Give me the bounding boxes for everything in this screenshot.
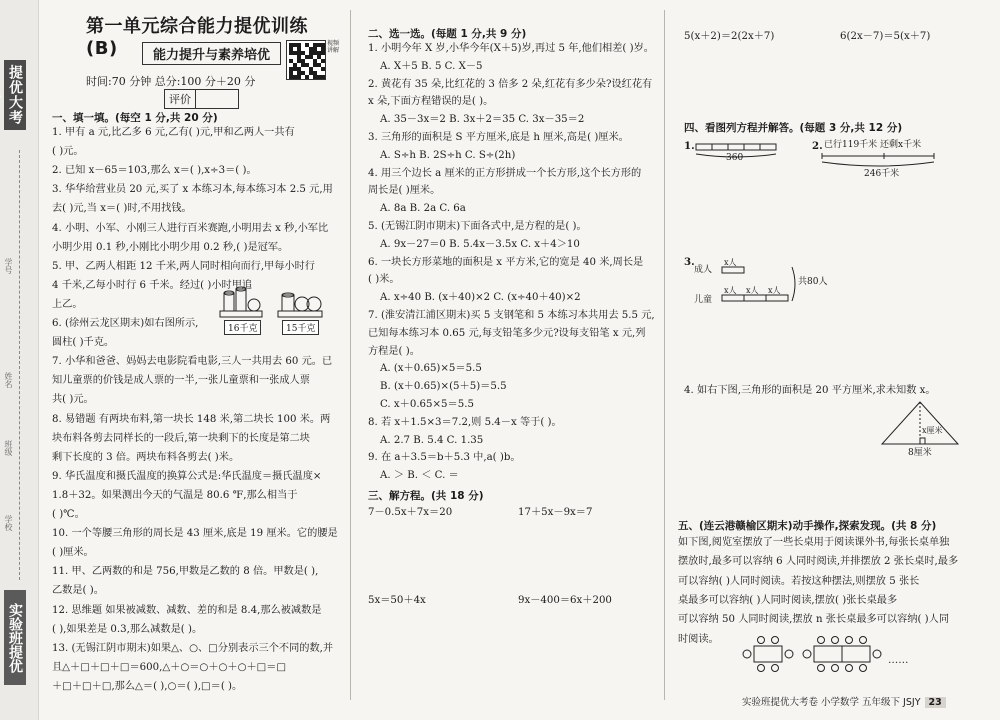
cut-line — [19, 150, 21, 580]
diagram-1-number: 1. — [684, 140, 695, 152]
question-line: C. x＋0.65×5＝5.5 — [380, 399, 474, 410]
section-5-title: 五、(连云港赣榆区期末)动手操作,探索发现。(共 8 分) — [678, 520, 937, 532]
spine-field-class: 班级 — [4, 440, 13, 456]
question-line: 4. 用三个边长 a 厘米的正方形拼成一个长方形,这个长方形的 — [368, 167, 642, 179]
section-2-title: 二、选一选。(每题 1 分,共 9 分) — [368, 28, 527, 40]
diagram-3-x-label: x人 — [746, 286, 759, 295]
triangle-height-label: x厘米 — [922, 426, 943, 435]
question-line: 4 千米,乙每小时行 6 千米。经过( )小时甲追 — [52, 279, 253, 291]
question-line: B. (x＋0.65)×(5＋5)＝5.5 — [380, 381, 507, 393]
column-divider — [664, 10, 665, 700]
question-line: 9. 在 a＋3.5＝b＋5.3 中,a( )b。 — [368, 452, 521, 464]
scale-label-2: 15千克 — [282, 320, 319, 335]
qr-module — [305, 75, 309, 79]
question-line: ( ),如果差是 0.3,那么减数是( )。 — [52, 623, 203, 635]
equation-4: 9x－400＝6x＋200 — [518, 595, 612, 606]
question-line: 8. 若 x＋1.5×3＝7.2,则 5.4－x 等于( )。 — [368, 416, 562, 428]
brand-logo: 提优大考 — [4, 60, 26, 130]
diagram-3-total: 共80人 — [798, 277, 828, 287]
question-line: 方程是( )。 — [368, 345, 420, 357]
page-title: 第一单元综合能力提优训练(B) — [86, 16, 308, 59]
section-1-title: 一、填一填。(每空 1 分,共 20 分) — [52, 112, 218, 124]
question-line: 6. 一块长方形菜地的面积是 x 平方米,它的宽是 40 米,周长是 — [368, 256, 644, 268]
continuation-ellipsis: …… — [888, 655, 909, 666]
spine-field-name: 姓名 — [4, 372, 13, 388]
question-line: A. 35－3x＝2 B. 3x＋2＝35 C. 3x－35＝2 — [380, 114, 585, 126]
question-line: 剩下长度的 3 倍。两块布料各剪去( )米。 — [52, 451, 240, 463]
equation-1: 7－0.5x＋7x＝20 — [368, 507, 453, 518]
brand-logo-bottom: 实验班提优 — [4, 590, 26, 685]
triangle-base-label: 8厘米 — [908, 448, 932, 458]
question-line: 乙数是( )。 — [52, 585, 104, 597]
question-line: 块布料各剪去同样长的一段后,第一块剩下的长度是第二块 — [52, 432, 310, 444]
cylinder-shape — [224, 293, 234, 311]
question-line: 2. 黄花有 35 朵,比红花的 3 倍多 2 朵,红花有多少朵?设红花有 — [368, 78, 653, 90]
question-line: 上乙。 — [52, 298, 83, 310]
question-4-4: 4. 如右下图,三角形的面积是 20 平方厘米,求未知数 x。 — [684, 385, 936, 396]
question-line: A. 8a B. 2a C. 6a — [380, 203, 466, 215]
question-line: ( )元。 — [52, 146, 84, 158]
question-line: A. 9x－27＝0 B. 5.4x－3.5x C. x＋4＞10 — [380, 238, 580, 250]
question-line: 7. (淮安清江浦区期末)买 5 支钢笔和 5 本练习本共用去 5.5 元, — [368, 310, 655, 321]
section-3-title: 三、解方程。(共 18 分) — [368, 490, 484, 502]
diagram-3-x-label: x人 — [724, 258, 737, 267]
question-line: 如下图,阅览室摆放了一些长桌用于阅读课外书,每张长桌单独 — [678, 537, 950, 548]
cylinder-shape — [236, 289, 246, 311]
question-line: A. ＞ B. ＜ C. ＝ — [380, 470, 459, 482]
qr-label: 视频讲解 — [327, 40, 340, 54]
equation-3: 5x＝50＋4x — [368, 595, 426, 606]
triangle-figure — [880, 400, 960, 450]
ball-shape — [248, 299, 260, 311]
table-shape — [754, 646, 782, 662]
question-line: 1. 小明今年 X 岁,小华今年(X＋5)岁,再过 5 年,他们相差( )岁。 — [368, 43, 654, 54]
question-line: 7. 小华和爸爸、妈妈去电影院看电影,三人一共用去 60 元。已 — [52, 356, 333, 368]
question-line: 去( )元,当 x＝( )时,不用找钱。 — [52, 203, 192, 215]
evaluation-box — [164, 89, 239, 109]
qr-module — [297, 75, 301, 79]
question-line: A. (x＋0.65)×5＝5.5 — [380, 363, 482, 375]
qr-module — [321, 67, 325, 71]
question-line: 已知每本练习本 0.65 元,每支铅笔多少元?设每支铅笔 x 元,列 — [368, 327, 646, 339]
question-line: 小明少用 0.1 秒,小刚比小明少用 0.2 秒,( )是冠军。 — [52, 241, 289, 253]
diagram-2-labels: 已行119千米 还剩x千米 — [824, 140, 922, 150]
equation-2: 17＋5x－9x＝7 — [518, 507, 593, 518]
scale-label-1: 16千克 — [224, 320, 261, 335]
question-line: 时阅读。 — [678, 633, 719, 645]
question-line: A. 2.7 B. 5.4 C. 1.35 — [380, 434, 484, 446]
page-footer — [742, 694, 946, 708]
table-shape — [842, 646, 870, 662]
qr-module — [321, 75, 325, 79]
question-line: 5. (无锡江阴市期末)下面各式中,是方程的是( )。 — [368, 221, 587, 232]
question-line: 共( )元。 — [52, 394, 94, 406]
table-shape — [814, 646, 842, 662]
evaluation-label: 评价 — [169, 93, 191, 106]
question-line: ( )℃。 — [52, 509, 85, 520]
question-line: 11. 甲、乙两数的和是 756,甲数是乙数的 8 倍。甲数是( ), — [52, 566, 319, 578]
question-line: 圆柱( )千克。 — [52, 337, 115, 349]
diagram-3-x-label: x人 — [724, 286, 737, 295]
question-line: 3. 三角形的面积是 S 平方厘米,底是 h 厘米,高是( )厘米。 — [368, 132, 629, 143]
question-line: 1. 甲有 a 元,比乙多 6 元,乙有( )元,甲和乙两人一共有 — [52, 127, 295, 138]
question-line: 10. 一个等腰三角形的周长是 43 厘米,底是 19 厘米。它的腰是 — [52, 528, 338, 540]
question-line: 可以容纳 50 人同时阅读,摆放 n 张长桌最多可以容纳( )人同 — [678, 614, 950, 626]
page-number: 23 — [925, 697, 946, 708]
diagram-1-total: 360 — [726, 153, 744, 163]
question-line: 桌最多可以容纳( )人同时阅读,摆放( )张长桌最多 — [678, 594, 898, 606]
question-line: A. x÷40 B. (x＋40)×2 C. (x÷40＋40)×2 — [380, 292, 581, 304]
column-divider — [350, 10, 351, 700]
question-line: 摆放时,最多可以容纳 6 人同时阅读,并排摆放 2 张长桌时,最多 — [678, 556, 959, 568]
section-4-title: 四、看图列方程并解答。(每题 3 分,共 12 分) — [684, 122, 903, 134]
question-line: x 朵,下面方程错误的是( )。 — [368, 96, 494, 108]
exam-meta: 时间:70 分钟 总分:100 分＋20 分 — [86, 75, 256, 88]
question-line: 且△＋□＋□＋□＝600,△＋○＝○＋○＋○＋□＝□ — [52, 661, 287, 673]
question-line: 12. 思维题 如果被减数、减数、差的和是 8.4,那么被减数是 — [52, 604, 322, 616]
footer-text: 实验班提优大考卷 小学数学 五年级下 JSJY — [742, 697, 921, 708]
question-line: 周长是( )厘米。 — [368, 185, 441, 197]
question-line: 1.8＋32。如果测出今天的气温是 80.6 ℉,那么相当于 — [52, 489, 298, 501]
question-line: ( )厘米。 — [52, 547, 94, 559]
question-line: A. S÷h B. 2S÷h C. S÷(2h) — [380, 149, 516, 161]
evaluation-field[interactable] — [195, 90, 238, 108]
question-line: 4. 小明、小军、小刚三人进行百米赛跑,小明用去 x 秒,小军比 — [52, 222, 329, 234]
tables-figure — [740, 636, 940, 676]
qr-code-icon[interactable] — [286, 40, 326, 80]
equation-5: 5(x＋2)＝2(2x＋7) — [684, 31, 775, 42]
question-line: A. X＋5 B. 5 C. X－5 — [380, 60, 483, 72]
qr-module — [321, 59, 325, 63]
diagram-3-number: 3. — [684, 256, 695, 268]
diagram-2-total: 246千米 — [864, 169, 900, 179]
qr-module — [321, 51, 325, 55]
question-line: 8. 易错题 有两块布料,第一块长 148 米,第二块长 100 米。两 — [52, 413, 331, 425]
diagram-3-adult: 成人 — [694, 265, 713, 275]
question-line: 13. (无锡江阴市期末)如果△、○、□分别表示三个不同的数,并 — [52, 642, 334, 654]
question-line: 知儿童票的价钱是成人票的一半,一张儿童票和一张成人票 — [52, 375, 310, 387]
subtitle-badge: 能力提升与素养培优 — [142, 42, 281, 65]
diagram-2-number: 2. — [812, 140, 823, 152]
question-line: 可以容纳( )人同时阅读。若按这种摆法,则摆放 5 张长 — [678, 575, 920, 587]
spine-field-school: 学校 — [4, 515, 13, 531]
question-line: 3. 华华给营业员 20 元,买了 x 本练习本,每本练习本 2.5 元,用 — [52, 184, 333, 196]
question-line: ＋□＋□＋□,那么△＝( ),○＝( ),□＝( )。 — [52, 680, 243, 692]
diagram-3-child: 儿童 — [694, 295, 713, 305]
diagram-3 — [720, 265, 800, 305]
binding-spine — [0, 0, 39, 720]
question-line: 9. 华氏温度和摄氏温度的换算公式是:华氏温度＝摄氏温度× — [52, 470, 322, 482]
question-line: 2. 已知 x－65＝103,那么 x＝( ),x÷3＝( )。 — [52, 165, 257, 177]
question-line: 5. 甲、乙两人相距 12 千米,两人同时相向而行,甲每小时行 — [52, 260, 315, 272]
spine-field-id: 学号 — [4, 258, 13, 274]
question-line: ( )米。 — [368, 274, 400, 286]
question-line: 6. (徐州云龙区期末)如右图所示, — [52, 318, 199, 329]
equation-6: 6(2x－7)＝5(x＋7) — [840, 31, 931, 42]
diagram-3-x-label: x人 — [768, 286, 781, 295]
